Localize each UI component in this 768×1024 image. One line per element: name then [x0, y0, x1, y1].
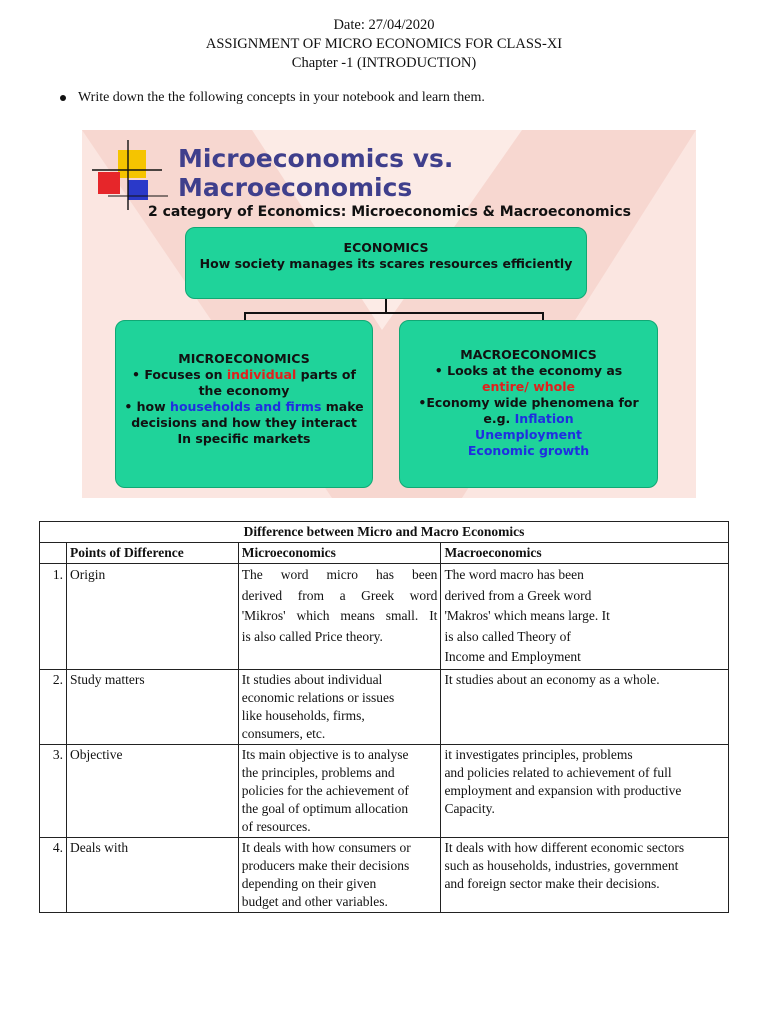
connector-vertical: [385, 299, 387, 313]
table-row: [40, 564, 729, 670]
row-macro: It deals with how different economic sectors such as households, industries, government and foreign sector make their decisions.: [441, 837, 729, 912]
macro-line-3: •Economy wide phenomena for: [418, 395, 639, 410]
row-number: 1.: [40, 564, 67, 670]
row-number: 4.: [40, 837, 67, 912]
chapter-line: Chapter -1 (INTRODUCTION): [291, 55, 477, 71]
row-point: Objective: [66, 744, 238, 837]
infographic-title: Microeconomics vs. Macroeconomics: [178, 144, 454, 202]
table-row: [40, 744, 729, 837]
connector-horizontal: [244, 312, 544, 314]
row-macro: The word macro has been derived from a Greek word 'Makros' which means large. It is also called Theory of Income and Employment: [441, 564, 729, 670]
header-micro: Microeconomics: [238, 543, 441, 564]
header-num: [40, 543, 67, 564]
header-points: Points of Difference: [66, 543, 238, 564]
economics-text: How society manages its scares resources efficiently: [199, 256, 573, 271]
microeconomics-box: [115, 320, 373, 488]
macro-line-1: • Looks at the economy as: [434, 363, 623, 378]
micro-macro-infographic: [82, 130, 696, 498]
micro-line-2: the economy: [198, 383, 290, 398]
macro-heading: MACROECONOMICS: [460, 347, 597, 362]
instruction-bullet: [60, 90, 485, 106]
economics-heading: ECONOMICS: [343, 240, 429, 255]
row-micro: The word micro has been derived from a Greek word 'Mikros' which means small. It is also called Price theory.: [238, 564, 441, 670]
micro-line-3: • how households and firms make: [124, 399, 364, 414]
row-micro: It studies about individual economic relations or issues like households, firms, consumers, etc.: [238, 669, 441, 744]
row-point: Origin: [66, 564, 238, 670]
macro-line-5: Unemployment: [475, 427, 582, 442]
document-header: [0, 16, 768, 73]
economics-box: [185, 227, 587, 299]
infographic-subtitle: 2 category of Economics: Microeconomics & Macroeconomics: [148, 204, 631, 220]
row-macro: it investigates principles, problems and policies related to achievement of full employment and expansion with productive Capacity.: [441, 744, 729, 837]
header-macro: Macroeconomics: [441, 543, 729, 564]
row-number: 3.: [40, 744, 67, 837]
micro-line-5: In specific markets: [177, 431, 311, 446]
date-line: Date: 27/04/2020: [333, 17, 435, 33]
table-caption: Difference between Micro and Macro Economics: [40, 522, 729, 543]
instruction-text: Write down the the following concepts in your notebook and learn them.: [78, 90, 485, 105]
row-point: Deals with: [66, 837, 238, 912]
row-macro: It studies about an economy as a whole.: [441, 669, 729, 744]
row-micro: It deals with how consumers or producers make their decisions depending on their given budget and other variables.: [238, 837, 441, 912]
table-header-row: [40, 543, 729, 564]
bullet-icon: [60, 95, 66, 101]
macroeconomics-box: [399, 320, 658, 488]
row-point: Study matters: [66, 669, 238, 744]
table-row: [40, 669, 729, 744]
row-number: 2.: [40, 669, 67, 744]
row-micro: Its main objective is to analyse the principles, problems and policies for the achievement of the goal of optimum allocation of resources.: [238, 744, 441, 837]
macro-line-4: e.g. Inflation: [483, 411, 574, 426]
macro-line-2: entire/ whole: [482, 379, 575, 394]
macro-line-6: Economic growth: [467, 443, 590, 458]
assignment-title: ASSIGNMENT OF MICRO ECONOMICS FOR CLASS-XI: [205, 36, 563, 52]
table-row: [40, 837, 729, 912]
table-caption-row: [40, 522, 729, 543]
micro-line-4: decisions and how they interact: [131, 415, 357, 430]
micro-heading: MICROECONOMICS: [178, 351, 310, 366]
difference-table: [39, 521, 729, 913]
micro-line-1: • Focuses on individual parts of: [132, 367, 356, 382]
